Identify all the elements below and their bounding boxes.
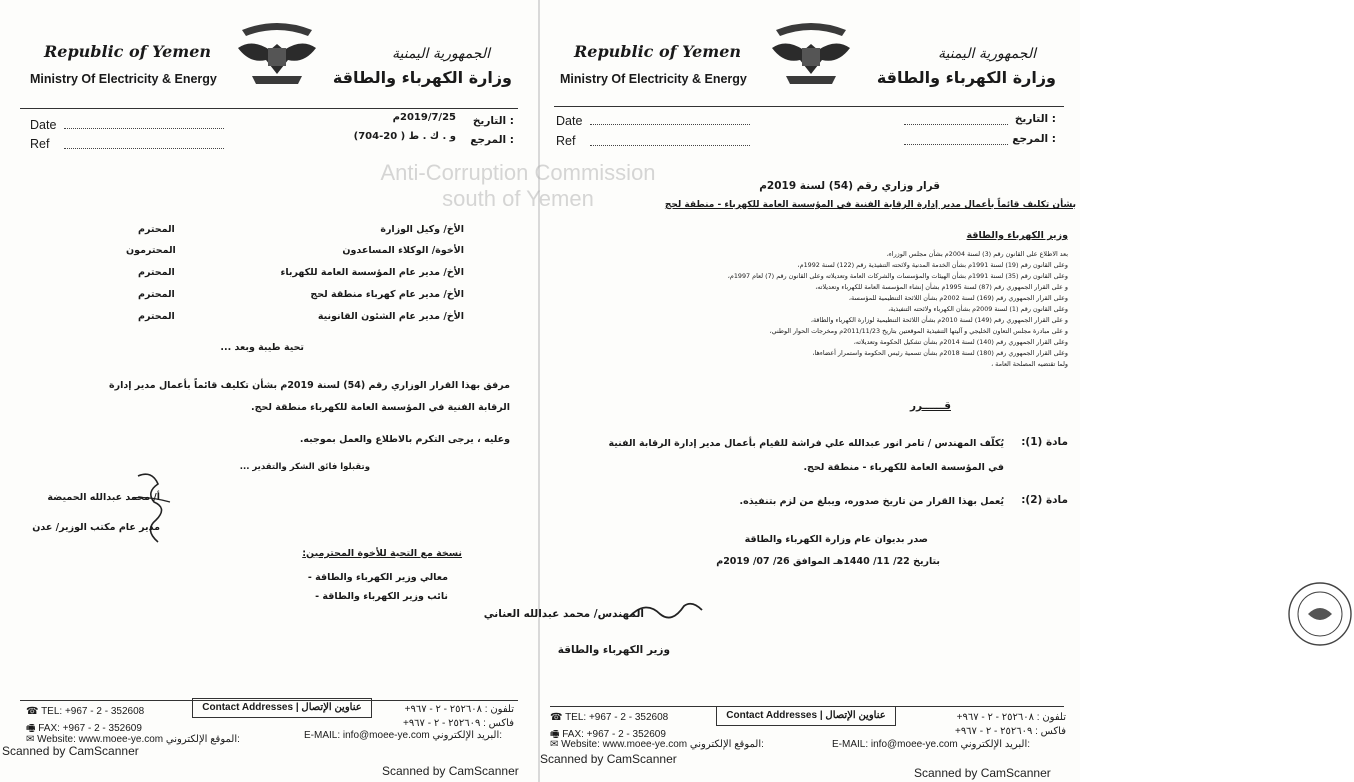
- preamble-line: و على القرار الجمهوري رقم (87) لسنة 1995م بشأن إنشاء المؤسسة العامة للكهرباء وتعديلاته،: [815, 283, 1068, 291]
- decides-heading: قــــــرر: [910, 400, 951, 412]
- recipient-honorific: المحترم: [138, 311, 175, 322]
- decree-subject: بشأن تكليف قائماً بأعمال مدير إدارة الرقابة الفنية في المؤسسة العامة للكهرباء - منطقة لحج: [664, 200, 1076, 210]
- article-1-label: مادة (1):: [1021, 436, 1068, 448]
- body-line-2: الرقابة الفنية في المؤسسة العامة للكهرباء منطقة لحج.: [251, 402, 510, 413]
- copy-item: معالي وزير الكهرباء والطاقة -: [307, 572, 448, 583]
- letter-ref: و . ك . ط ( 20-704): [353, 131, 456, 142]
- republic-ar-label: الجمهورية اليمنية: [391, 46, 490, 62]
- footer-email: E-MAIL: info@moee-ye.com البريد الإلكتروني:: [304, 730, 503, 741]
- signer-title: مدير عام مكتب الوزير/ عدن: [32, 522, 160, 533]
- decree-title: قرار وزاري رقم (54) لسنة 2019م: [759, 180, 940, 192]
- anti-corruption-watermark: [318, 160, 718, 212]
- camscanner-label: Scanned by CamScanner: [540, 752, 677, 766]
- footer-fax: 🖷 FAX: +967 - 2 - 352609: [550, 729, 666, 740]
- ministry-en-label: Ministry Of Electricity & Energy: [30, 72, 217, 86]
- footer-tel: ☎ TEL: +967 - 2 - 352608: [550, 712, 669, 723]
- article-2-text: يُعمل بهذا القرار من تاريخ صدوره، ويبلغ من لزم بتنفيذه.: [739, 496, 1004, 507]
- minister-name: المهندس/ محمد عبدالله العناني: [483, 608, 644, 620]
- minister-title: وزير الكهرباء والطاقة: [557, 644, 670, 656]
- article-1-line-2: في المؤسسة العامة للكهرباء - منطقة لحج.: [803, 462, 1004, 473]
- copy-heading: نسخة مع التحية للأخوة المحترمين:: [302, 548, 462, 559]
- recipient-name: الأخ/ مدير عام المؤسسة العامة للكهرباء: [280, 267, 464, 278]
- body-line-1: مرفق بهذا القرار الوزاري رقم (54) لسنة 2019م بشأن تكليف قائماً بأعمال مدير إدارة: [109, 380, 510, 391]
- contact-addresses-box: Contact Addresses | عناوين الإتصال: [716, 706, 896, 726]
- footer-fax: 🖷 FAX: +967 - 2 - 352609: [26, 723, 142, 734]
- preamble-line: وعلى القانون رقم (1) لسنة 2009م بشأن الكهرباء ولائحته التنفيذية،: [888, 305, 1068, 313]
- greeting: تحية طيبة وبعد ...: [220, 342, 304, 353]
- footer-fax-ar: فاكس : ٢٥٢٦٠٩ - ٢ - ٩٦٧+: [402, 718, 514, 729]
- footer-tel: ☎ TEL: +967 - 2 - 352608: [26, 706, 145, 717]
- date-ar-dotted-line: [904, 116, 1008, 125]
- preamble-line: و على القرار الجمهوري رقم (149) لسنة 2010م بشأن اللائحة التنظيمية لوزارة الكهرباء والطاقة،: [810, 316, 1068, 324]
- preamble-line: وعلى القرار الجمهوري رقم (140) لسنة 2014م بشأن تشكيل الحكومة وتعديلاته،: [853, 338, 1068, 346]
- decree-issuer: وزير الكهرباء والطاقة: [966, 230, 1068, 241]
- republic-en-label: Republic of Yemen: [44, 42, 212, 61]
- ministry-en-label: Ministry Of Electricity & Energy: [560, 72, 747, 86]
- ref-label: Ref: [30, 137, 50, 151]
- preamble-line: وعلى القرار الجمهوري رقم (169) لسنة 2002م بشأن اللائحة التنظيمية للمؤسسة،: [848, 294, 1068, 302]
- recipient-honorific: المحترمون: [126, 245, 176, 256]
- article-2-label: مادة (2):: [1021, 494, 1068, 506]
- preamble-line: بعد الاطلاع على القانون رقم (3) لسنة 2004م بشأن مجلس الوزراء،: [886, 250, 1068, 258]
- yemen-eagle-emblem: [232, 14, 322, 92]
- republic-ar-label: الجمهورية اليمنية: [937, 46, 1036, 62]
- ministry-ar-label: وزارة الكهرباء والطاقة: [332, 68, 512, 87]
- preamble-line: وعلى القانون رقم (35) لسنة 1991م بشأن الهيئات والمؤسسات والشركات العامة وتعديلاته وعلى القانون رقم (7) لعام 1997م،: [727, 272, 1068, 280]
- footer-email: E-MAIL: info@moee-ye.com البريد الإلكتروني:: [832, 739, 1031, 750]
- republic-en-label: Republic of Yemen: [574, 42, 742, 61]
- camscanner-label: Scanned by CamScanner: [382, 764, 519, 778]
- header-rule: [20, 108, 518, 109]
- ministry-ar-label: وزارة الكهرباء والطاقة: [876, 68, 1056, 87]
- recipient-name: الأخ/ وكيل الوزارة: [380, 224, 464, 235]
- footer-tel-ar: تلفون : ٢٥٢٦٠٨ - ٢ - ٩٦٧+: [404, 704, 514, 715]
- letter-date: 2019/7/25م: [392, 112, 456, 123]
- header-rule: [554, 106, 1064, 107]
- cover-letter-page: [0, 0, 538, 782]
- footer-tel-ar: تلفون : ٢٥٢٦٠٨ - ٢ - ٩٦٧+: [956, 712, 1066, 723]
- preamble-line: وعلى القرار الجمهوري رقم (180) لسنة 2018م بشأن تسمية رئيس الحكومة واستمرار أعضاءها،: [812, 349, 1068, 357]
- date-dotted-line: [64, 120, 224, 129]
- recipient-honorific: المحترم: [138, 289, 175, 300]
- recipient-honorific: المحترم: [138, 267, 175, 278]
- footer-website: ✉ Website: www.moee-ye.com الموقع الإلكتروني:: [550, 739, 764, 750]
- preamble-line: وعلى القانون رقم (19) لسنة 1991م بشأن الخدمة المدنية ولائحته التنفيذية رقم (122) لسنة 1992م،: [797, 261, 1068, 269]
- footer-fax-ar: فاكس : ٢٥٢٦٠٩ - ٢ - ٩٦٧+: [954, 726, 1066, 737]
- footer-website: ✉ Website: www.moee-ye.com الموقع الإلكتروني:: [26, 734, 240, 745]
- recipient-name: الأخ/ مدير عام الشئون القانونية: [317, 311, 464, 322]
- article-1-line-1: يُكلّف المهندس / تامر انور عبدالله علي فراشة للقيام بأعمال مدير إدارة الرقابة الفنية: [608, 438, 1004, 449]
- ref-label: Ref: [556, 134, 576, 148]
- recipient-name: الأخ/ مدير عام كهرباء منطقة لحج: [310, 289, 464, 300]
- ref-dotted-line: [64, 140, 224, 149]
- watermark-line-1: Anti-Corruption Commission: [380, 160, 656, 185]
- request-line: وعليه ، يرجى التكرم بالاطلاع والعمل بموجبه.: [299, 434, 510, 445]
- camscanner-label: Scanned by CamScanner: [2, 744, 139, 758]
- ref-label-ar: : المرجع: [1012, 133, 1056, 145]
- signer-name: أ/ محمد عبدالله الحميضة: [47, 492, 160, 503]
- recipient-name: الأخوة/ الوكلاء المساعدون: [342, 245, 464, 256]
- ref-ar-dotted-line: [904, 136, 1008, 145]
- copy-item: نائب وزير الكهرباء والطاقة -: [315, 591, 448, 602]
- handwritten-signature: [118, 468, 188, 548]
- issued-date: بتاريخ 22/ 11/ 1440هـ الموافق 26/ 07/ 2019م: [716, 556, 940, 567]
- closing-line: وتقبلوا فائق الشكر والتقدير ...: [239, 462, 370, 472]
- ref-dotted-line: [590, 137, 750, 146]
- date-label: Date: [556, 114, 583, 128]
- date-dotted-line: [590, 116, 750, 125]
- ministry-stamp: [1286, 580, 1354, 648]
- ref-label-ar: : المرجع: [470, 134, 514, 146]
- date-label: Date: [30, 118, 57, 132]
- camscanner-label: Scanned by CamScanner: [914, 766, 1051, 780]
- date-label-ar: : التاريخ: [472, 115, 514, 127]
- contact-addresses-box: Contact Addresses | عناوين الإتصال: [192, 698, 372, 718]
- watermark-line-2: south of Yemen: [442, 186, 594, 211]
- issued-at: صدر بديوان عام وزارة الكهرباء والطاقة: [744, 534, 928, 545]
- recipient-honorific: المحترم: [138, 224, 175, 235]
- yemen-eagle-emblem: [766, 14, 856, 92]
- date-label-ar: : التاريخ: [1014, 113, 1056, 125]
- preamble-line: ولما تقتضيه المصلحة العامة ،: [991, 360, 1068, 368]
- preamble-line: و على مبادرة مجلس التعاون الخليجي و آليتها التنفيذية الموقعتين بتاريخ 2011/11/23م ومخرجات الحوار الوطني،: [769, 327, 1068, 335]
